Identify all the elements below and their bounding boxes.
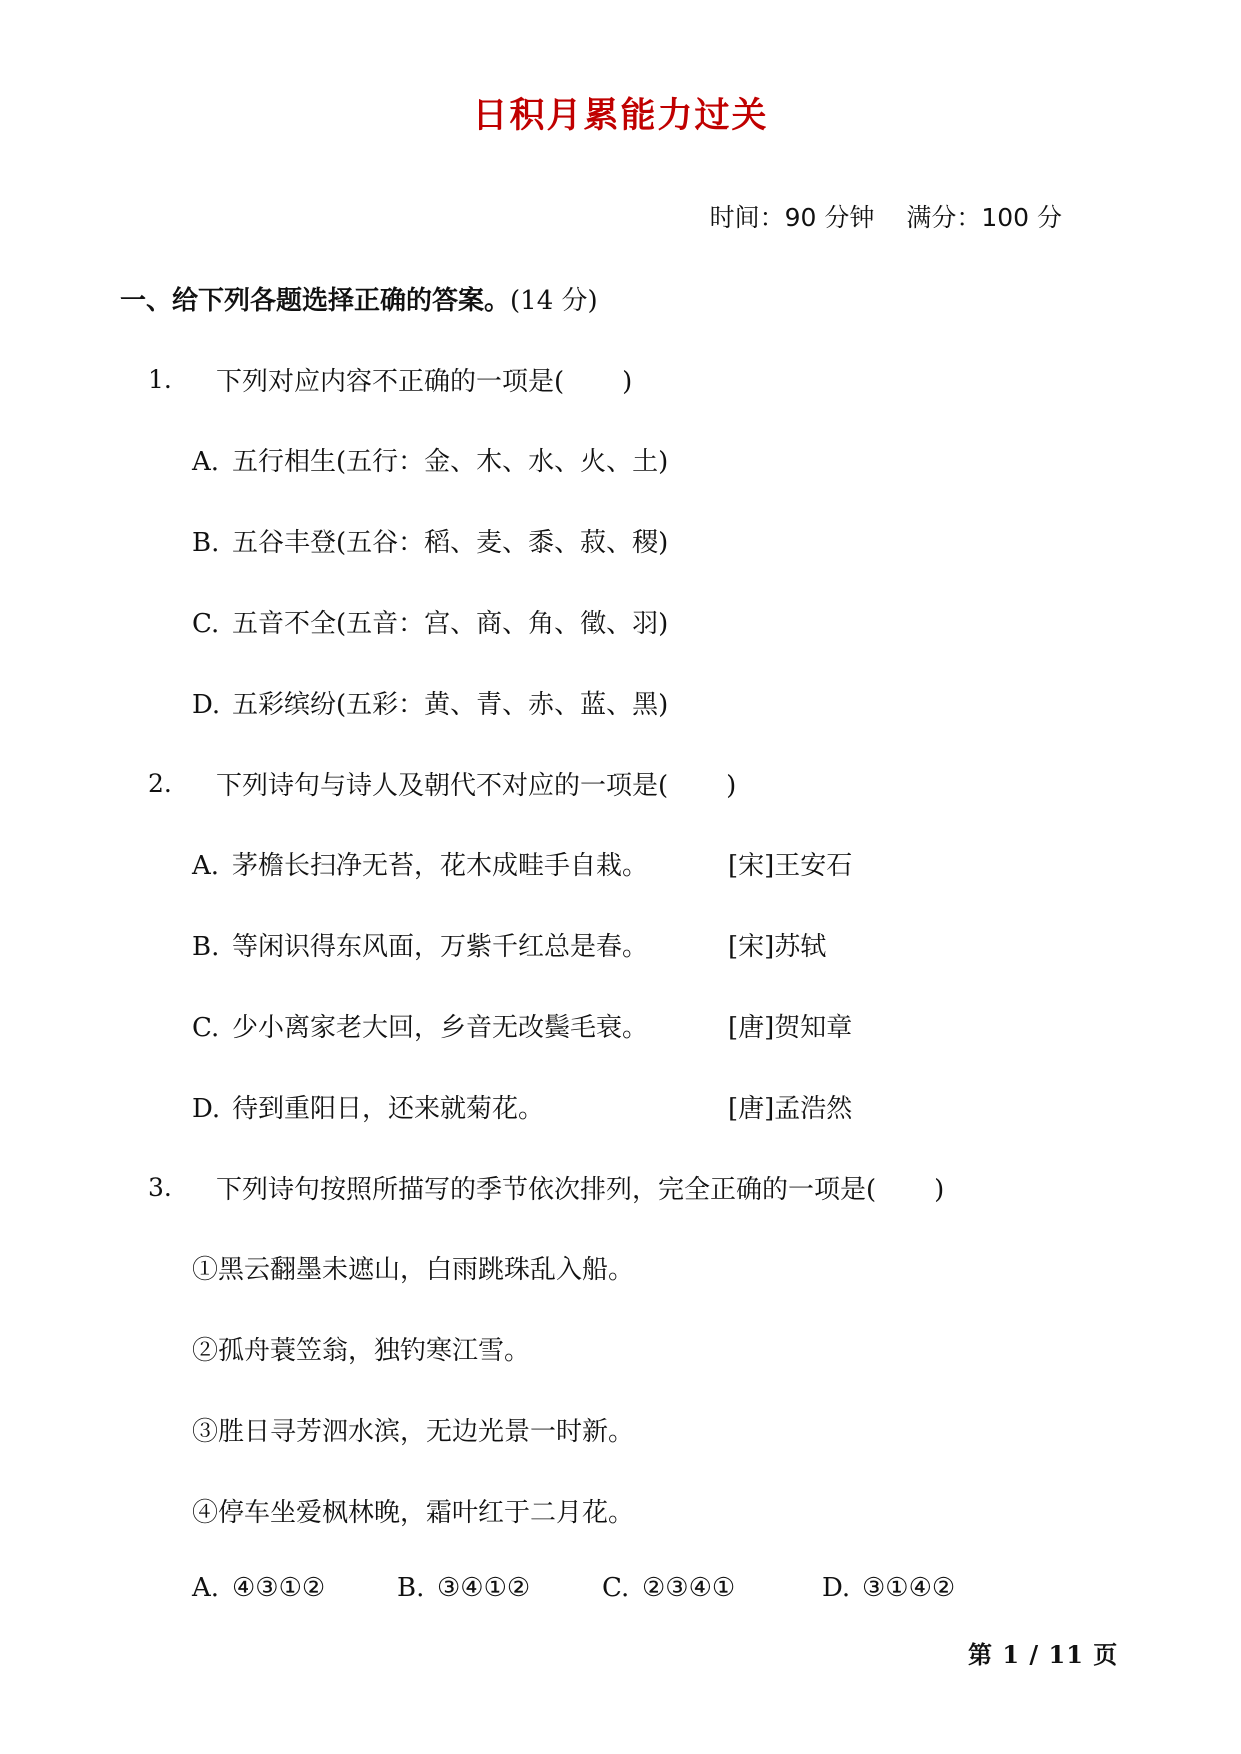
option-b: B. 等闲识得东风面，万紫千红总是春。 xyxy=(192,932,649,962)
option-c-author: [唐]贺知章 xyxy=(728,1013,853,1043)
choice-d: D. ③①④② xyxy=(822,1573,956,1603)
option-d-author: [唐]孟浩然 xyxy=(728,1094,853,1124)
option-a: A. 五行相生(五行：金、木、水、火、土) xyxy=(192,447,669,477)
option-b-author: [宋]苏轼 xyxy=(728,932,827,962)
exam-info xyxy=(0,198,1062,234)
question-number: 3. xyxy=(148,1173,172,1202)
question-number: 1. xyxy=(148,365,172,394)
section-points: (14 分) xyxy=(510,286,598,316)
section-title: 一、给下列各题选择正确的答案。 xyxy=(120,286,511,316)
poem-line: ③胜日寻芳泗水滨，无边光景一时新。 xyxy=(192,1417,635,1447)
poem-line: ④停车坐爱枫林晚，霜叶红于二月花。 xyxy=(192,1498,635,1528)
option-a-author: [宋]王安石 xyxy=(728,851,853,881)
choice-a: A. ④③①② xyxy=(192,1573,326,1603)
question-stem: 下列诗句与诗人及朝代不对应的一项是( ) xyxy=(216,771,737,801)
option-a: A. 茅檐长扫净无苔，花木成畦手自栽。 xyxy=(192,851,649,881)
time-limit: 时间：90 分钟 xyxy=(709,203,875,232)
option-d: D. 五彩缤纷(五彩：黄、青、赤、蓝、黑) xyxy=(192,690,669,720)
section-heading xyxy=(120,280,598,317)
full-score: 满分：100 分 xyxy=(906,203,1062,232)
option-b: B. 五谷丰登(五谷：稻、麦、黍、菽、稷) xyxy=(192,528,669,558)
poem-line: ①黑云翻墨未遮山，白雨跳珠乱入船。 xyxy=(192,1255,635,1285)
question-stem: 下列对应内容不正确的一项是( ) xyxy=(216,367,633,397)
page-number: 第 1 / 11 页 xyxy=(968,1640,1119,1669)
page-title: 日积月累能力过关 xyxy=(472,96,769,136)
question-stem: 下列诗句按照所描写的季节依次排列，完全正确的一项是( ) xyxy=(216,1175,945,1205)
option-d: D. 待到重阳日，还来就菊花。 xyxy=(192,1094,545,1124)
option-c: C. 少小离家老大回，乡音无改鬓毛衰。 xyxy=(192,1013,649,1043)
poem-line: ②孤舟蓑笠翁，独钓寒江雪。 xyxy=(192,1336,531,1366)
option-c: C. 五音不全(五音：宫、商、角、徵、羽) xyxy=(192,609,669,639)
choice-c: C. ②③④① xyxy=(602,1573,736,1603)
question-number: 2. xyxy=(148,769,172,798)
choice-b: B. ③④①② xyxy=(397,1573,531,1603)
